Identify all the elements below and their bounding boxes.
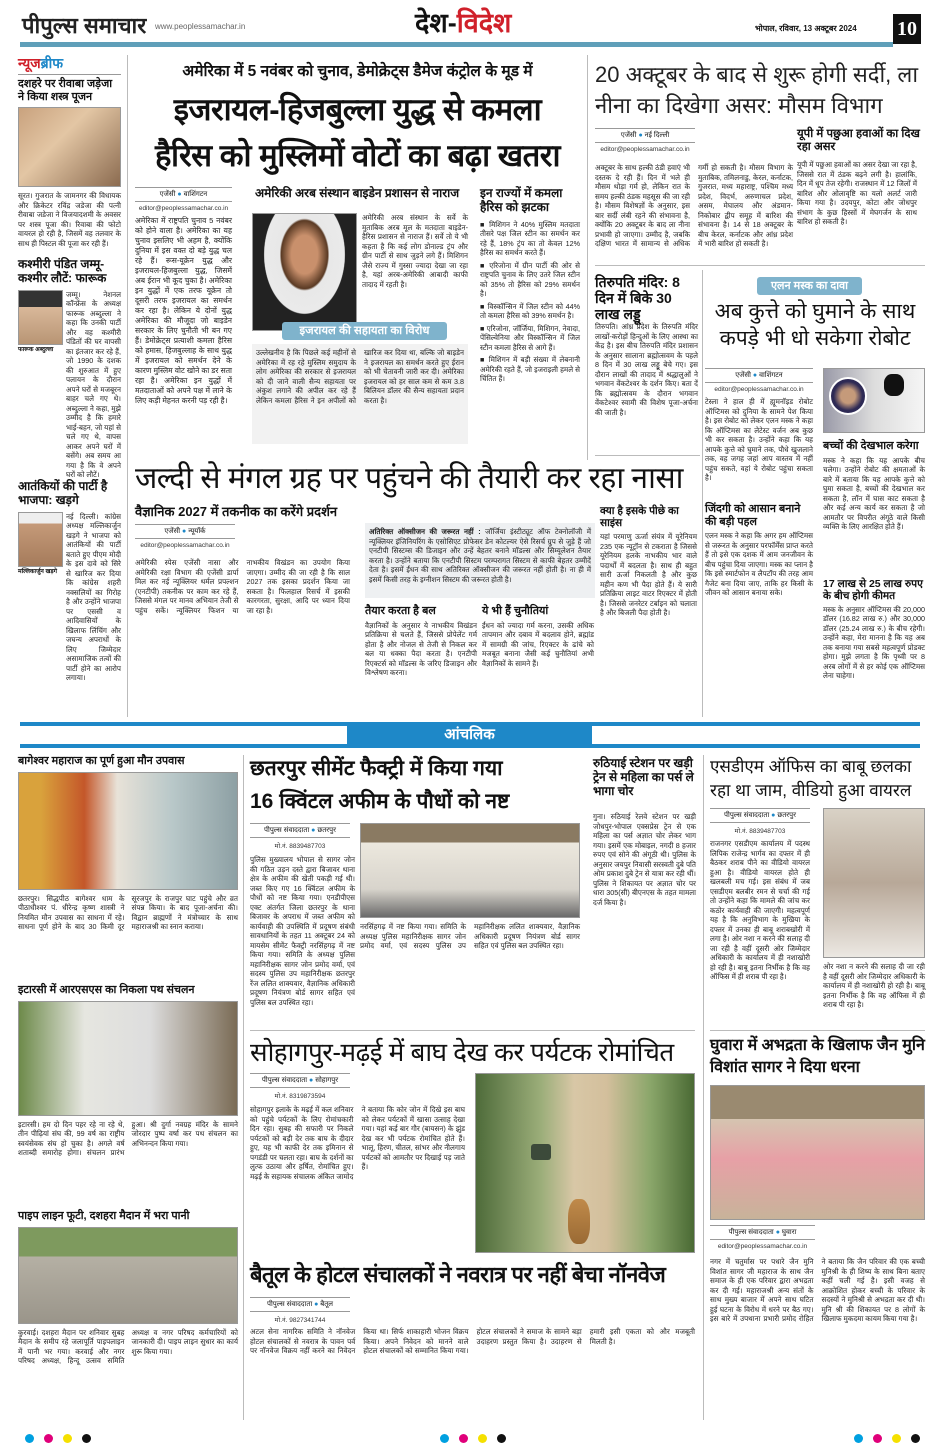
nasa-col-body: यहां परमाणु ऊर्जा संयंत्र में यूरेनियम 235 एक न्यूट्रॉन से टकराता है जिससे यूरेनियम हलके नाभकीय भार वाले पदार्थों में बदलता है। साथ ही बहुत सारी ऊर्जा निकलती है और कुछ महीन कण भी पैदा होते हैं। ये सारी प्रतिक्रिया लाइट वाटर रिएक्टर में होती है। जिससे जनरेटर टर्बाइन को चलाता है और बिजली पैदा होती है। (600, 532, 697, 618)
byline-agency: पीपुल्स संवाददाता (266, 1301, 313, 1308)
states-sidebar (480, 187, 580, 387)
chhatarpur-headline-2: 16 क्विंटल अफीम के पौधों को नष्ट (250, 790, 510, 813)
kamala-harris-photo (252, 213, 357, 331)
brief-title: कश्मीरी पंडित जम्मू-कश्मीर लौटें: फारूक (18, 257, 107, 286)
pipeline-photo (18, 1227, 238, 1324)
chhatarpur-body: पुलिस मुख्यालय भोपाल से सागर जोन की गठित उड़न दस्ते द्वारा बिजावर थाना क्षेत्र के अफीम की खेती पकड़ी गई थी। जब्त किए गए 16 क्विंटल अफीम के पौधों को नष्ट किया गया। एनडीपीएस एक्ट अंतर्गत जिला छतरपुर के थाना बिजावर के अपराध में जब्त अफीम को कार्यवाही की उपस्थिति में प्रदूषण संबंधी सावधानियों के तहत 11 अक्टूबर 24 को मायसेम सीमेंट फैक्ट्री नरसिंहगढ़ में नष्ट किया गया। समिति के अध्यक्ष पुलिस महानिरीक्षक सागर जोन प्रमोद वर्मा, एवं सदस्य पुलिस उप महानिरीक्षक छतरपुर रेंज ललित शाक्यवार, वैज्ञानिक अधिकारी प्रदूषण नियंत्रण बोर्ड सागर सहित एवं पुलिस बल उपस्थित रहा। (250, 855, 355, 1007)
byline: एजेंसी ● नई दिल्ली (595, 128, 695, 143)
byline-place: नई दिल्ली (644, 132, 670, 139)
section-band-label: आंचलिक (347, 722, 592, 748)
betul-byline-col (250, 1297, 350, 1328)
chhatarpur-body-cont: नरसिंहगढ़ में नष्ट किया गया। समिति के अध्यक्ष पुलिस महानिरीक्षक सागर जोन प्रमोद वर्मा, एवं सदस्य पुलिस उप महानिरीक्षक ललित शाक्यवार, वैज्ञानिक अधिकारी प्रदूषण नियंत्रण बोर्ड सागर सहित एवं पुलिस बल उपस्थित रहा। (360, 922, 580, 950)
byline-place: सोहागपुर (315, 1077, 339, 1084)
byline: एजेंसी ● न्यूयॉर्क (135, 524, 235, 539)
tiger-photo (475, 1073, 695, 1253)
itarsi-story (18, 984, 238, 1190)
brief-title: आतंकियों की पार्टी है भाजपा: खड़गे (18, 478, 108, 507)
print-registration-marks (20, 1430, 925, 1448)
byline-agency: पीपुल्स संवाददाता (724, 812, 770, 819)
byline-agency: एजेंसी (159, 191, 176, 198)
byline-agency: पीपुल्स संवाददाता (728, 1229, 774, 1236)
byline: पीपुल्स संवाददाता ● सोहागपुर (250, 1073, 350, 1088)
nasa-body: अमेरिकी स्पेस एजेंसी नासा और अमेरिकी रक्षा विभाग की एजेंसी डार्पा मिल कर नई न्यूक्लियर थर्मल प्रपल्शन (एनटीपी) तकनीक पर काम कर रहे हैं, जिससे मंगल पर मानव अभियान तेजी से पहुंच सकें। न्यूक्लियर फिशन या नाभकीय विखंडन का उपयोग किया जाएगा। उम्मीद की जा रही है कि साल 2027 तक इसका प्रदर्शन किया जा सकता है। फिलहाल रिसर्च में इसकी कारगरता, सुरक्षा, आदि पर ध्यान दिया जा रहा है। (135, 558, 350, 615)
farooq-photo (18, 290, 63, 345)
nasa-headline: जल्दी से मंगल ग्रह पर पहुंचने की तैयारी कर रहा नासा (135, 462, 683, 495)
top-story-body: अमेरिका में राष्ट्रपति चुनाव 5 नवंबर को होने वाला है। अमेरिका का यह चुनाव इसलिए भी अहम है, क्योंकि दुनिया में इस वक्त दो बड़े युद्ध चल रहे हैं। रूस-यूक्रेन युद्ध और इजरायल-हिजबुल्ला युद्ध, जिसमें अब ईरान भी कूद चुका है। अमेरिका इन युद्धों में एक तरफ यूक्रेन तो दूसरी तरफ इजरायल का समर्थन कर रहा है। लेकिन ये दोनों युद्ध अमेरिका की मौजूदा जो बाइडेन सरकार के लिए चुनौती भी बन गए हैं। डेमोक्रेट्स प्रत्याशी कमला हैरिस को हमास, हिजबुल्लाह के साथ युद्ध में इजरायल को समर्थन देने के कारण मुस्लिम वोट खोने का डर सता रहा है। अमेरिका इन युद्धों में मतदाताओं को अपने पक्ष में लाने के लिए कड़ी मेहनत करनी पड़ रही है। (135, 216, 233, 406)
brief-text: सूरत। गुजरात के जामनगर की विधायक और क्रिकेटर रविंद्र जडेजा की पत्नी रीवाबा जडेजा ने विजयादशमी के अवसर पर शस्त्र पूजा की। रिवाबा की फोटो वायरल हो रही है, जिसमें वह तलवार के साथ ही पिस्टल की पूजा कर रही हैं। (18, 191, 121, 248)
byline-place: घुवारा (781, 1229, 797, 1236)
pipeline-body: कुरवाई। दशहरा मैदान पर शनिवार सुबह मैदान के समीप रहे जलापूर्ति पाइपलाइन में पानी भर गया। करवाई और नगर परिषद अध्यक्ष, हिन्दू उत्सव समिति अध्यक्ष व नगर परिषद कर्मचारियों को जानकारी दी। पाइप लाइन सुधार का कार्य शुरू किया गया। (18, 1327, 238, 1366)
weather-side-title: यूपी में पछुआ हवाओं का दिख रहा असर (797, 128, 920, 154)
pipeline-story (18, 1210, 238, 1408)
bageshwar-body: छतरपुर। सिद्धपीठ बागेश्वर धाम के पीठाधीश्वर पं. धीरेन्द्र कृष्ण शास्त्री ने नियमित मौन उपवास का साधना में रहे। साधना पूर्ण होने के बाद 30 किमी दूर सूरजपुर के राजपुर घाट पहुंचे और व्रत संपन्न किया। के बाद पूजा-अर्चना की। विद्वान ब्राह्मणों ने मंत्रोच्चार के साथ महाराजश्री का स्नान कराया। (18, 893, 238, 932)
states-point-text: एरिजोना में ग्रीन पार्टी की ओर से राष्ट्रपति चुनाव के लिए उतरे जिल स्टीन को 35% तो हैरिस को 29% समर्थन है। (480, 260, 580, 299)
weather-side-body: यूपी में पछुआ हवाओं का असर देखा जा रहा है, जिससे रात में ठंडक बढ़ने लगी है। हालांकि, दिन में धूप तेज रहेगी। राजस्थान में 12 जिलों में बारिश और ओलावृष्टि का यलो अलर्ट जारी किया गया है। उदयपुर, कोटा और जोधपुर संभाग के कुछ हिस्सों में मेघगर्जन के साथ बारिश हो सकती है। (797, 160, 917, 226)
byline-place: वाशिंगटन (183, 191, 208, 198)
byline-agency: एजेंसी (164, 528, 181, 535)
mobile-number: मो.नं. 9827341744 (274, 1317, 326, 1324)
itarsi-headline: इटारसी में आरएसएस का निकला पथ संचलन (18, 984, 195, 996)
brief-title: दशहरे पर रीवाबा जड़ेजा ने किया शस्त्र पूजन (18, 78, 113, 103)
betul-body: अटल सेना नागरिक समिति ने नॉनवेज होटल संचालकों से नवरात्र के पावन पर्व पर नॉनवेज विक्रय नहीं करने का निवेदन किया था। सिर्फ शाकाहारी भोजन विक्रय किया। अपने निवेदन को मानने वाले होटल संचालकों को सम्मानित किया गया। होटल संचालकों ने समाज के सामने बड़ा उदाहरण प्रस्तुत किया है। उदाहरण से हमारी इसी एकता को और मजबूती मिलती है। (250, 1327, 695, 1355)
sdm-body: राजनगर एसडीएम कार्यालय में पदस्थ लिपिक राजेन्द्र भार्गव का दफ्तर में ही बैठकर शराब पीने का वीडियो वायरल हुआ है। वीडियो वायरल होते ही खलबली मच गई। इस संबंध में जब एसडीएम बलबीर रमन से चर्चा की गई तो उन्होंने कहा कि मामले की जांच कर कठोर कार्यवाही की जाएगी। महत्वपूर्ण यह है कि अनुविभाग के मुखिया के दफ्तर में उनका ही बाबू शराबखोरी में लगा है। ओर नशा न करने की सलाह दी जा रही है वहीं दूसरी ओर जिम्मेदार अधिकारी के कार्यालय में ही नशाखोरी हो रही है। बाबू इतना निर्भीक है कि वह ऑफिस में ही शराब पी रहा है। (710, 839, 810, 981)
aid-box-title: इजरायल की सहायता का विरोध (282, 322, 447, 340)
robot-photo (823, 368, 925, 433)
section-title (415, 8, 511, 39)
byline-agency: एजेंसी (735, 372, 751, 379)
elon-musk-avatar (829, 377, 867, 415)
top-story-headline-1: इजरायल-हिजबुल्ला युद्ध से कमला (173, 92, 542, 127)
states-point: ■ एरिजोना, जॉर्जिया, मिशिगन, नेवादा, पेंसिल्वेनिया और विस्कॉन्सिन में जिल स्टीन कमला हैरिस से आगे हैं। (480, 323, 580, 352)
robot-tag: एलन मस्क का दावा (757, 277, 862, 295)
top-story-kicker: अमेरिका में 5 नवंबर को चुनाव, डेमोक्रेट्स डैमेज कंट्रोल के मूड में (182, 63, 533, 80)
sohagpur-byline-col (250, 1073, 350, 1104)
mobile-number: मो.नं. 8839487703 (274, 843, 326, 850)
sohagpur-headline: सोहागपुर-मढ़ई में बाघ देख कर पर्यटक रोमांचित (250, 1037, 674, 1067)
mobile-number: मो.नं. 8319873594 (274, 1093, 326, 1100)
bageshwar-headline: बागेश्वर महाराज का पूर्ण हुआ मौन उपवास (18, 755, 185, 767)
states-point-text: एरिजोना, जॉर्जिया, मिशिगन, नेवादा, पेंसिल्वेनिया और विस्कॉन्सिन में जिल स्टीन कमला हैरिस से आगे हैं। (480, 323, 580, 352)
bageshwar-photo (18, 772, 238, 890)
site-url[interactable]: www.peoplessamachar.in (155, 22, 246, 31)
pipeline-headline: पाइप लाइन फूटी, दशहरा मैदान में भरा पानी (18, 1210, 190, 1222)
byline: एजेंसी ● वाशिंगटन (135, 187, 232, 202)
byline-place: न्यूयॉर्क (188, 528, 206, 535)
nasa-box-body: जॉर्जिया इंस्टीट्यूट ऑफ टेक्नोलॉजी में न्यूक्लियर इंजिनियरिंग के एसोसिएट प्रोफेसर डेन कोटल्यर ऐसे रिसर्च ग्रुप से जुड़े हैं जो एनटीपी सिस्टम्स की डिजाइन और उन्हें बेहतर बनाने मॉडल्स और सिम्यूलेशन तैयार करता है। उन्होंने बताया कि एनटीपी सिस्टम परम्परागत सिस्टम से काफी बेहतर उम्मीदें देता है। इसमें ईंधन की साथ अतिरिक्त ऑक्सीजन की जरूरत नहीं होती है। ना ही में इसमें किसी तरह के इग्नीशन सिस्टम की जरूरत होती है। (369, 527, 591, 584)
page-number: 10 (893, 14, 921, 44)
itarsi-body: इटारसी। हम दो दिन पहर रहे ना रहे थे, तीन पीढ़ियां संघ की, 99 वर्ष का राष्ट्रीय स्वयंसेवक संघ हो चुका है। अगले वर्ष शताब्दी समारोह होगा। संचलन प्रारंभ हुआ। श्री दुर्गा नवग्रह मंदिर के सामने जोरदार पुष्प वर्षा कर पथ संचलन का अभिनन्दन किया गया। (18, 1119, 238, 1158)
states-point-text: विस्कॉन्सिन में जिल स्टीन को 44% तो कमला हैरिस को 39% समर्थन है। (480, 301, 580, 321)
robot-sub-body: मस्क के अनुसार ऑप्टिमस की 20,000 डॉलर (16.82 लाख रु.) और 30,000 डॉलर (25.24 लाख रु.) के बीच रहेगी। उन्होंने कहा, मेरा मानना है कि यह अब तक बनाया गया सबसे महत्वपूर्ण प्रोडक्ट होगा। मुझे लगता है कि पृथ्वी पर 8 अरब लोगों में से हर कोई एक ऑप्टिमस लेना चाहेगा। (823, 604, 925, 681)
byline: एजेंसी ● वाशिंगटन (705, 368, 813, 383)
sdm-video-still (823, 808, 925, 958)
sdm-byline-col (710, 808, 810, 1024)
states-sidebar-title: इन राज्यों में कमला हैरिस को झटका (480, 186, 563, 214)
brief-label (18, 55, 121, 71)
states-point: ■ मिशिगन में बड़ी संख्या में लेबनानी अमेरिकी रहते हैं, जो इजराइली हमले से चिंतित हैं। (480, 355, 580, 384)
chhatarpur-headline-1: छतरपुर सीमेंट फैक्ट्री में किया गया (250, 757, 503, 780)
robot-side-col (823, 440, 925, 710)
byline: पीपुल्स संवाददाता ● छतरपुर (710, 808, 810, 823)
states-point-text: मिशिगन में बड़ी संख्या में लेबनानी अमेरिकी रहते हैं, जो इजराइली हमले से चिंतित हैं। (480, 355, 580, 384)
byline-agency: पीपुल्स संवाददाता (264, 827, 310, 834)
byline: पीपुल्स संवाददाता ● घुवारा (710, 1225, 815, 1240)
robot-head (884, 374, 904, 396)
nasa-box-title: अतिरिक्त ऑक्सीजन की जरूरत नहीं : (369, 527, 481, 536)
brief-text: नई दिल्ली। कांग्रेस अध्यक्ष मल्लिकार्जुन खड़गे ने भाजपा को आतंकियों की पार्टी बताते हुए पीएम मोदी के इस दावे को सिरे से खारिज कर दिया कि कांग्रेस शहरी नक्सलियों का गिरोह है और उन्होंने भाजपा पर एससी व आदिवासियों के खिलाफ लिंचिंग और जघन्य अपराधों के लिए जिम्मेदार असामाजिक तत्वों की पार्टी होने का आरोप लगाया। (66, 511, 121, 683)
states-point: ■ विस्कॉन्सिन में जिल स्टीन को 44% तो कमला हैरिस को 39% समर्थन है। (480, 301, 580, 321)
nasa-subheadline: वैज्ञानिक 2027 में तकनीक का करेंगे प्रदर्शन (135, 504, 338, 519)
itarsi-photo (18, 1001, 238, 1116)
byline: पीपुल्स संवाददाता ● बैतूल (250, 1297, 350, 1312)
states-point-text: मिशिगन ने 40% मुस्लिम मतदाता तीसरे पक्ष जिल स्टीन का समर्थन कर रहे हैं, 18% ट्रंप का तो केवल 12% हैरिस का समर्थन करते हैं। (480, 219, 581, 258)
ghuwara-byline-col (710, 1225, 815, 1254)
email[interactable]: editor@peoplessamachar.co.in (714, 386, 804, 393)
robot-byline-col (705, 368, 813, 661)
robot-sub-body: एलन मस्क ने कहा कि अगर हम ऑप्टिमस से जरूरत के अनुसार परफॉर्मेंस प्राप्त करते हैं तो इसे एक दशक में आम जनजीवन के बीच पहुंचा दिया जाएगा। मस्क का प्लान है कि इसे स्मार्टफोन व लैपटॉप की तरह आम गैजेट बना दिया जाए, ताकि हर किसी के जीवन को आसान बनाया सके। (705, 531, 813, 598)
byline-place: बैतूल (320, 1301, 334, 1308)
robot-sub-title: 17 लाख से 25 लाख रुपए के बीच होगी कीमत (823, 577, 923, 602)
top-story-subheading: अमेरिकी अरब संस्थान बाइडेन प्रशासन से नाराज (255, 186, 460, 200)
mobile-number: मो.नं. 8839487703 (734, 828, 786, 835)
brief-label-b: ब्रीफ (40, 55, 64, 71)
states-point: ■ एरिजोना में ग्रीन पार्टी की ओर से राष्ट्रपति चुनाव के लिए उतरे जिल स्टीन को 35% तो हैरिस को 29% समर्थन है। (480, 260, 580, 299)
photo-caption: फारूक अब्दुल्ला (18, 346, 54, 353)
rathiyai-headline: रुठियाई स्टेशन पर खड़ी ट्रेन से महिला का पर्स ले भागा चोर (593, 756, 694, 798)
byline-place: छतरपुर (777, 812, 796, 819)
email[interactable]: editor@peoplessamachar.co.in (138, 205, 229, 212)
kharge-photo (18, 512, 63, 567)
brief-label-a: न्यूज (18, 55, 41, 71)
nasa-col-title: ये भी हैं चुनौतियां (482, 605, 549, 617)
brief-text: जम्मू। नेशनल कॉन्फ्रेंस के अध्यक्ष फारूक अब्दुल्ला ने कहा कि उनकी पार्टी और वह कश्मीरी पंडितों की घर वापसी का इंतजार कर रहे हैं, जो 1990 के दशक की शुरुआत में हुए पलायन के दौरान अपने घरों से मजबूरन बाहर चले गए थे। अब्दुल्ला ने कहा, मुझे उम्मीद है कि हमारे भाई-बहन, जो यहां से चले गए थे, वापस आकर अपने घरों में बसेंगे। अब समय आ गया है कि वे अपने घरों को लौटें। (66, 289, 121, 480)
nasa-col-body: वैज्ञानिकों के अनुसार ये नाभकीय विखंडन प्रतिक्रिया से चलते हैं, जिससे प्रोपेलेंट गर्म होता है और नोजल से तेजी से निकल कर बल या धक्का पैदा करता है। एनटीपी रिएक्टर्स को मॉडल्स के जरिए डिजाइन और विश्लेषण करना। (365, 620, 477, 678)
section-title-b: विदेश (456, 8, 512, 38)
nasa-byline-col (135, 524, 235, 553)
ghuwara-body: नगर में चतुर्मास पर पधारे जैन मुनि विशांत सागर जी महाराज के साथ जैन समाज के ही एक परिवार द्वारा अभद्रता कर दी गई। महाराजश्री अन्य संतों के साथ मुख्य बाजार में अपने साथ घटित हुई घटना के विरोध में धरने पर बैठ गए। इस बारे में उपथाना प्रभारी प्रमोद रोहित ने बताया कि जैन परिवार की एक बच्ची मुनिश्री के ही शिष्य के साथ बिना बताए कहीं चली गई है। इसी वजह से आक्रोशित होकर बच्ची के परिवार के सदस्यों ने मुनिश्री से अभद्रता कर दी थी। मुनि श्री की शिकायत पर 8 लोगों के खिलाफ मुकदमा कायम किया गया है। (710, 1257, 925, 1323)
email[interactable]: editor@peoplessamachar.co.in (717, 1243, 808, 1250)
opium-destruction-photo (360, 823, 580, 918)
weather-byline-col (595, 128, 695, 157)
section-title-a: देश- (415, 8, 457, 38)
nasa-col-title: क्या है इसके पीछे का साइंस (600, 505, 679, 530)
email[interactable]: editor@peoplessamachar.co.in (600, 146, 690, 153)
ghuwara-protest-photo (710, 1085, 925, 1220)
nasa-col-3 (600, 505, 697, 722)
top-story-sub-body: अमेरिकी अरब संस्थान के सर्वे के मुताबिक अरब मूल के मतदाता बाइडेन-हैरिस प्रशासन से नाराज हैं। सर्वे तो ये भी कहता है कि कई लोग डोनाल्ड ट्रंप और ग्रीन पार्टी से साथ जुड़ने लगे हैं। मिशिगन जैसे राज्य में गुस्सा ज्यादा देखा जा रहा है, यहां अरब-अमेरिकी आबादी काफी तादाद में रहती है। (362, 213, 468, 289)
tiger-figure (568, 1199, 590, 1244)
nasa-col-body: ईंधन को ज्यादा गर्म करना, उसकी अधिक तापमान और दबाव में बदलाव होने, ब्रह्मांड में सामग्री की जांच, रिएक्टर के ढांचे को मजबूत बनाना जैसी कई चुनौतियां अभी वैज्ञानिकों के सामने हैं। (482, 620, 594, 668)
byline-agency: एजेंसी (620, 132, 637, 139)
sohagpur-body: सोहागपुर इलाके के मढ़ई में कल शनिवार को पहुंचे पर्यटकों के लिए रोमांचकारी दिन रहा। सुबह की सफारी पर निकले पर्यटकों को बड़ी देर तक बाघ के दीदार हुए, यह भी काफी देर तक इमिनान से पगडंडी पर चलता रहा। बाघ के दर्शनों का लुत्फ उठाया और हर्षित, रोमांचित हुए। मढ़ई के सहायक संचालक अंकित जामोद ने बताया कि कोर जोन में दिखे इस बाघ को लेकर पर्यटकों में खासा उत्साह देखा गया। यहां कई बार गौर (बायसन) के झुंड देख कर भी पर्यटक रोमांचित होते हैं। भालू, हिरण, चीतल, सांभर और नीलगाय पर्यटकों को आमतौर पर दिखाई पड़ जाते हैं। (250, 1105, 465, 1181)
bageshwar-story (18, 755, 238, 989)
nasa-col-2 (482, 605, 594, 706)
tirupati-headline: तिरुपति मंदिर: 8 दिन में बिके 30 लाख लड्डू (595, 274, 680, 323)
sdm-headline: एसडीएम ऑफिस का बाबू छलका रहा था जाम, वीडियो हुआ वायरल (710, 757, 912, 800)
dateline: भोपाल, रविवार, 13 अक्टूबर 2024 (755, 24, 857, 33)
robot-sub-title: जिंदगी को आसान बनाने की बड़ी पहल (705, 503, 801, 528)
photo-caption: मल्लिकार्जुन खड़गे (18, 568, 58, 575)
weather-body: अक्टूबर के साथ हल्की ठंडी हवाएं भी दस्तक दे रही हैं। दिन में भले ही मौसम थोड़ा गर्म हो, लेकिन रात के समय हल्की ठंडक महसूस की जा रही है। मौसम विशेषज्ञों के अनुसार, इस बार सर्दी लंबी रहने की संभावना है, क्योंकि 20 अक्टूबर के बाद ला नीना प्रभावी हो जाएगा। उम्मीद है, जबकि दक्षिण भारत में सामान्य से अधिक गर्मी हो सकती है। मौसम विभाग के मुताबिक, तमिलनाडु, केरल, कर्नाटक, गुजरात, मध्य महाराष्ट्र, पश्चिम मध्य प्रदेश, विदर्भ, अरुणाचल प्रदेश, असम, मेघालय और अंडमान-निकोबार द्वीप समूह में बारिश की संभावना है। 14 से 18 अक्टूबर के बीच केरल, कर्नाटक और आंध्र प्रदेश में भारी बारिश हो सकती है। (595, 163, 793, 248)
masthead-rule (20, 42, 893, 47)
byline: पीपुल्स संवाददाता ● छतरपुर (250, 823, 350, 838)
email[interactable]: editor@peoplessamachar.co.in (140, 542, 230, 549)
top-story-headline-2: हैरिस को मुस्लिमों वोटों का बढ़ा खतरा (154, 138, 561, 173)
top-story-main-column (135, 187, 232, 466)
sdm-body-cont: ओर नशा न करने की सलाह दी जा रही है वहीं दूसरी ओर जिम्मेदार अधिकारी के कार्यालय में ही नशाखोरी हो रही है। बाबू इतना निर्भीक है कि वह ऑफिस में ही शराब पी रहा है। (823, 962, 925, 1009)
newspaper-logo: पीपुल्स समाचार (22, 13, 147, 38)
weather-headline: 20 अक्टूबर के बाद से शुरू होगी सर्दी, ला नीना का दिखेगा असर: मौसम विभाग (595, 62, 919, 118)
chhatarpur-byline-col (250, 823, 350, 854)
robot-headline: अब कुत्ते को घुमाने के साथ कपड़े भी धो सकेगा रोबोट (714, 300, 916, 351)
ghuwara-headline: घुवारा में अभद्रता के खिलाफ जैन मुनि विशांत सागर ने दिया धरना (710, 1037, 925, 1077)
betul-headline: बैतूल के होटल संचालकों ने नवरात्र पर नहीं बेचा नॉनवेज (250, 1262, 666, 1287)
brief-photo (18, 107, 121, 187)
states-point: ■ मिशिगन ने 40% मुस्लिम मतदाता तीसरे पक्ष जिल स्टीन का समर्थन कर रहे हैं, 18% ट्रंप का तो केवल 12% हैरिस का समर्थन करते हैं। (480, 219, 581, 258)
robot-sub-body: मस्क ने कहा कि यह आपके बीच चलेगा। उन्होंने रोबोट की क्षमताओं के बारे में बताया कि यह आपके कुत्ते को घुमा सकता है, बच्चों की देखभाल कर सकता है, लॉन में घास काट सकता है और कई अन्य कार्य कर सकता है जो आमतौर पर विपरीत अंगूठे वाले किसी व्यक्ति के लिए आरक्षित होते हैं। (823, 455, 925, 532)
byline-agency: पीपुल्स संवाददाता (261, 1077, 308, 1084)
byline-place: वाशिंगटन (759, 372, 783, 379)
robot-body: टेस्ला ने हाल ही में ह्यूमनॉइड रोबोट ऑप्टिमस को दुनिया के सामने पेश किया है। इस रोबोट को लेकर एलन मस्क ने कहा कि ऑप्टिमस का लेटेस्ट वर्जन अब कुछ भी कर सकता है। उन्होंने कहा कि यह आपके कुत्ते को घुमाने तक, पौधे खुजलाने तक, वह जगह जहां आप वास्तव में नहीं पहुंच सकते, वहां ये रोबोट पहुंचा सकता है। (705, 397, 813, 482)
byline-place: छतरपुर (317, 827, 336, 834)
safari-jeep (531, 1144, 551, 1160)
aid-box-body: उल्लेखनीय है कि पिछले कई महीनों से अमेरिका में रह रहे मुस्लिम समुदाय के लोग अमेरिका की सरकार से इजरायल को दी जाने वाली सैन्य सहायता पर अंकुश लगाने की अपील कर रहे हैं लेकिन कमला हैरिस ने इन अपीलों को खारिज कर दिया था, बल्कि जो बाइडेन ने इजरायल का समर्थन करते हुए ईरान को भी चेतावनी जारी कर दी। अमेरिका इजरायल को हर साल कम से कम 3.8 बिलियन डॉलर की सैन्य सहायता प्रदान करता है। (252, 344, 468, 444)
robot-sub-title: बच्चों की देखभाल करेगा (823, 440, 919, 452)
nasa-col-title: तैयार करता है बल (365, 605, 436, 617)
nasa-col-1 (365, 605, 477, 706)
nasa-oxygen-box (365, 523, 595, 598)
tirupati-body: तिरुपति। आंध्र प्रदेश के तिरुपति मंदिर लाखों-करोड़ों हिन्दुओं के लिए आस्था का केंद्र है। इस बीच तिरुपति मंदिर प्रशासन के अनुसार सालाना ब्रह्मोत्सवम के पहले 8 दिन में 30 लाख लड्डू बेचे गए। इस दौरान लाखों की तादाद में श्रद्धालुओं ने भगवान वेंकटेश्वर के दर्शन किए। बता दें कि ब्रह्मोत्सवम के दौरान भगवान वेंकटेश्वर स्वामी की विशेष पूजा-अर्चना की जाती है। (595, 322, 698, 417)
news-brief-column (18, 55, 121, 683)
rathiyai-body: गुना। रुठियाई रेलवे स्टेशन पर खड़ी जोधपुर-भोपाल एक्सप्रेस ट्रेन से एक महिला का पर्स अज्ञात चोर लेकर भाग गया। इसमें एक मोबाइल, नगदी 8 हजार रुपए एवं सोने की अंगूठी थी। पुलिस के अनुसार जयपुर निवासी सरस्वती दुबे पति ओम प्रकाश दुबे ट्रेन से यात्रा कर रही थीं। पुलिस ने शिकायत पर अज्ञात चोर पर धारा 305(सी) बीएनएस के तहत मामला दर्ज किया है। (593, 812, 696, 907)
